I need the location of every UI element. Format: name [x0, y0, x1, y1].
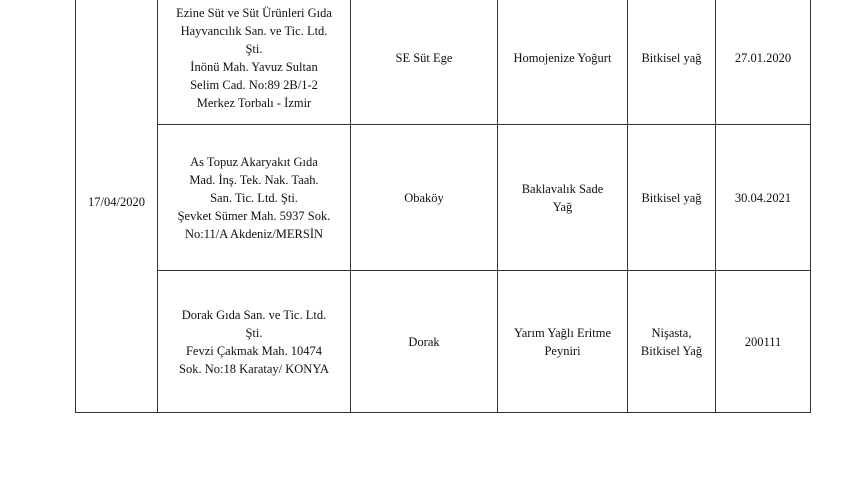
table-row [76, 271, 811, 413]
ingredient-line: Bitkisel yağ [641, 50, 702, 65]
company-line: Şti. [245, 325, 263, 340]
product-line: Yarım Yağlı Eritme [513, 325, 611, 340]
date-cell [76, 0, 158, 413]
brand-text: SE Süt Ege [395, 50, 453, 65]
lot-text: 27.01.2020 [734, 50, 792, 65]
brand-cell [351, 271, 498, 413]
company-cell [158, 271, 351, 413]
company-line: Mad. İnş. Tek. Nak. Taah. [189, 172, 319, 187]
company-line: Dorak Gıda San. ve Tic. Ltd. [181, 307, 327, 322]
brand-cell [351, 0, 498, 125]
ingredient-line: Bitkisel Yağ [640, 343, 703, 358]
ingredient-cell [628, 125, 716, 271]
table-row [76, 0, 811, 125]
ingredient-cell [628, 271, 716, 413]
product-cell [498, 125, 628, 271]
product-cell [498, 0, 628, 125]
company-line: Şti. [245, 41, 263, 56]
company-line: İnönü Mah. Yavuz Sultan [190, 59, 318, 74]
lot-cell [716, 125, 811, 271]
company-cell [158, 0, 351, 125]
product-line: Yağ [552, 199, 573, 214]
inspection-table [75, 0, 811, 413]
lot-text: 200111 [744, 334, 782, 349]
lot-text: 30.04.2021 [734, 190, 792, 205]
product-line: Homojenize Yoğurt [513, 50, 612, 65]
company-line: No:11/A Akdeniz/MERSİN [184, 226, 324, 241]
ingredient-line: Bitkisel yağ [641, 190, 702, 205]
lot-cell [716, 0, 811, 125]
company-line: Hayvancılık San. ve Tic. Ltd. [180, 23, 328, 38]
company-line: Ezine Süt ve Süt Ürünleri Gıda [176, 5, 332, 20]
brand-text: Dorak [408, 334, 440, 349]
product-line: Baklavalık Sade [521, 181, 604, 196]
company-line: Şevket Sümer Mah. 5937 Sok. [177, 208, 331, 223]
company-line: San. Tic. Ltd. Şti. [210, 190, 298, 205]
date-text: 17/04/2020 [88, 194, 145, 209]
brand-cell [351, 125, 498, 271]
company-line: Sok. No:18 Karatay/ KONYA [179, 361, 329, 376]
ingredient-line: Nişasta, [651, 325, 692, 340]
company-line: Selim Cad. No:89 2B/1-2 [190, 77, 318, 92]
product-cell [498, 271, 628, 413]
company-line: Fevzi Çakmak Mah. 10474 [185, 343, 323, 358]
company-line: Merkez Torbalı - İzmir [196, 95, 312, 110]
table-row [76, 125, 811, 271]
lot-cell [716, 271, 811, 413]
ingredient-cell [628, 0, 716, 125]
product-line: Peyniri [544, 343, 581, 358]
company-line: As Topuz Akaryakıt Gıda [190, 154, 318, 169]
company-cell [158, 125, 351, 271]
brand-text: Obaköy [404, 190, 444, 205]
